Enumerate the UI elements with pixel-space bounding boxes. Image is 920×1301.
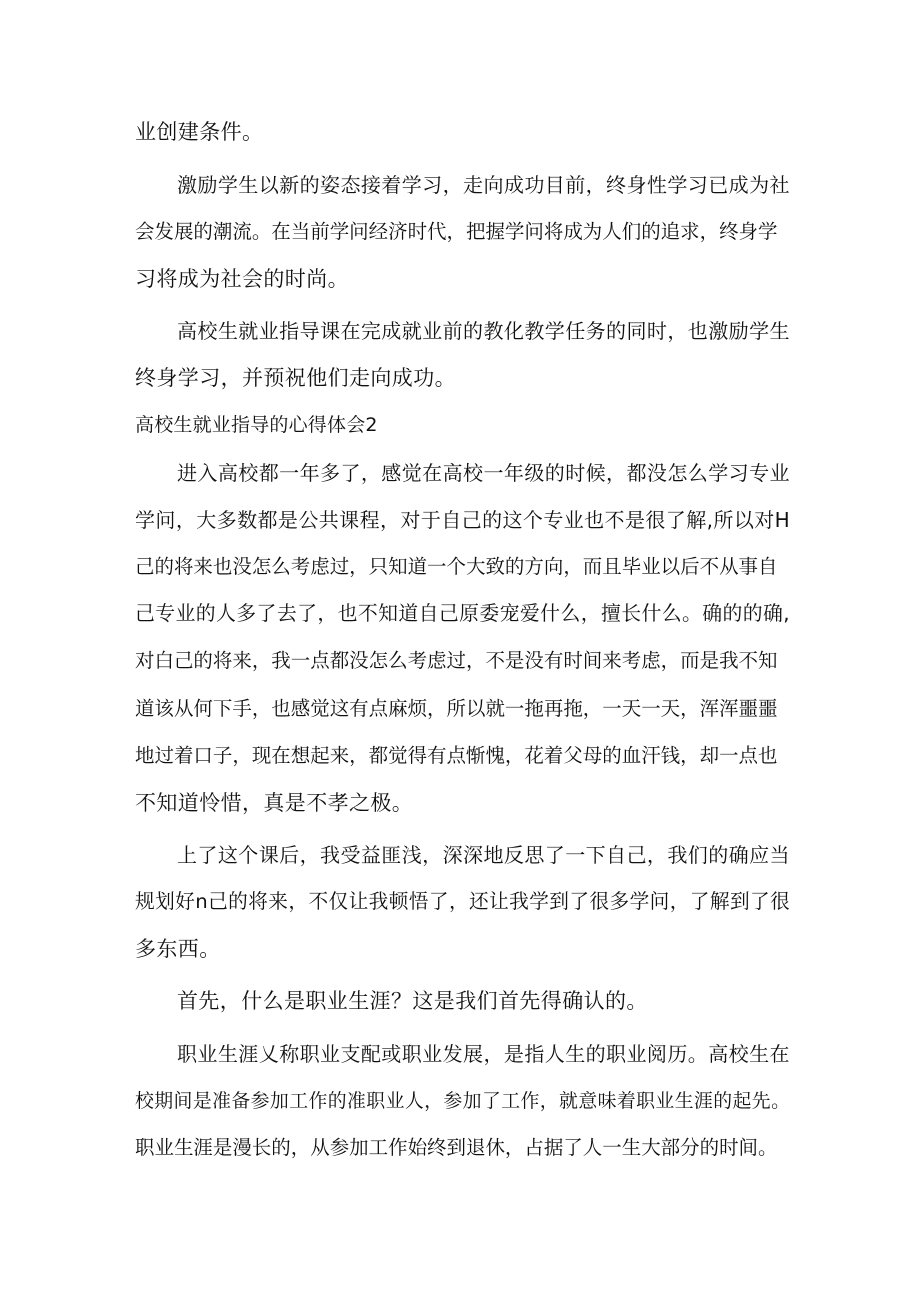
paragraph-first-line: 进入高校都一年多了，感觉在高校一年级的时候，都没怎么学习专业 — [177, 461, 790, 485]
text-line: 道该从何下手，也感觉这有点麻烦，所以就一拖再拖，一天一天，浑浑噩噩 — [135, 697, 778, 720]
paragraph-first-line: 高校生就业指导课在完成就业前的教化教学任务的同时，也激励学生 — [177, 319, 790, 343]
paragraph-first-line: 上了这个课后，我受益匪浅，深深地反思了一下自己，我们的确应当 — [177, 843, 790, 867]
text-line: 己专业的人多了去了，也不知道自己原委宠爱什么，擅长什么。确的的确, — [135, 602, 791, 625]
text-line: 业创建条件。 — [135, 120, 264, 144]
text-line: 终身学习，并预祝他们走向成功。 — [135, 366, 456, 390]
paragraph-first-line: 激励学生以新的姿态接着学习，走向成功目前，终身性学习已成为社 — [177, 173, 790, 197]
text-line: 不知道怜惜，真是不孝之极。 — [135, 791, 414, 815]
text-line: 对白己的将来，我一点都没怎么考虑过，不是没有时间来考虑，而是我不知 — [135, 649, 778, 672]
text-line: 地过着口子，现在想起来，都觉得有点惭愧，花着父母的血汗钱，却一点也 — [135, 744, 778, 767]
paragraph-first-line: 首先，什么是职业生涯？这是我们首先得确认的。 — [177, 989, 648, 1013]
text-line: 己的将来也没怎么考虑过，只知道一个大致的方向，而且毕业以后不从事自 — [135, 555, 778, 578]
section-heading: 高校生就业指导的心得体会2 — [135, 414, 378, 436]
paragraph-first-line: 职业生涯乂称职业支配或职业发展，是指人生的职业阅历。高校生在 — [177, 1042, 790, 1066]
text-line: 会发展的潮流。在当前学问经济时代，把握学问将成为人们的追求，终身学 — [135, 220, 778, 243]
text-line: 学问，大多数都是公共课程，对于自己的这个专业也不是很了解,所以对H — [135, 508, 791, 532]
text-line: 习将成为社会的时尚。 — [135, 267, 349, 291]
text-line: 校期间是准备参加工作的准职业人，参加了工作，就意味着职业生涯的起先。 — [135, 1090, 791, 1112]
text-line: 规划好n己的将来，不仅让我顿悟了，还让我学到了很多学问，了解到了很 — [135, 890, 791, 913]
text-line: 职业生涯是漫长的，从参加工作始终到退休，占据了人一生大部分的时间。 — [135, 1136, 778, 1159]
text-line: 多东西。 — [135, 937, 221, 961]
